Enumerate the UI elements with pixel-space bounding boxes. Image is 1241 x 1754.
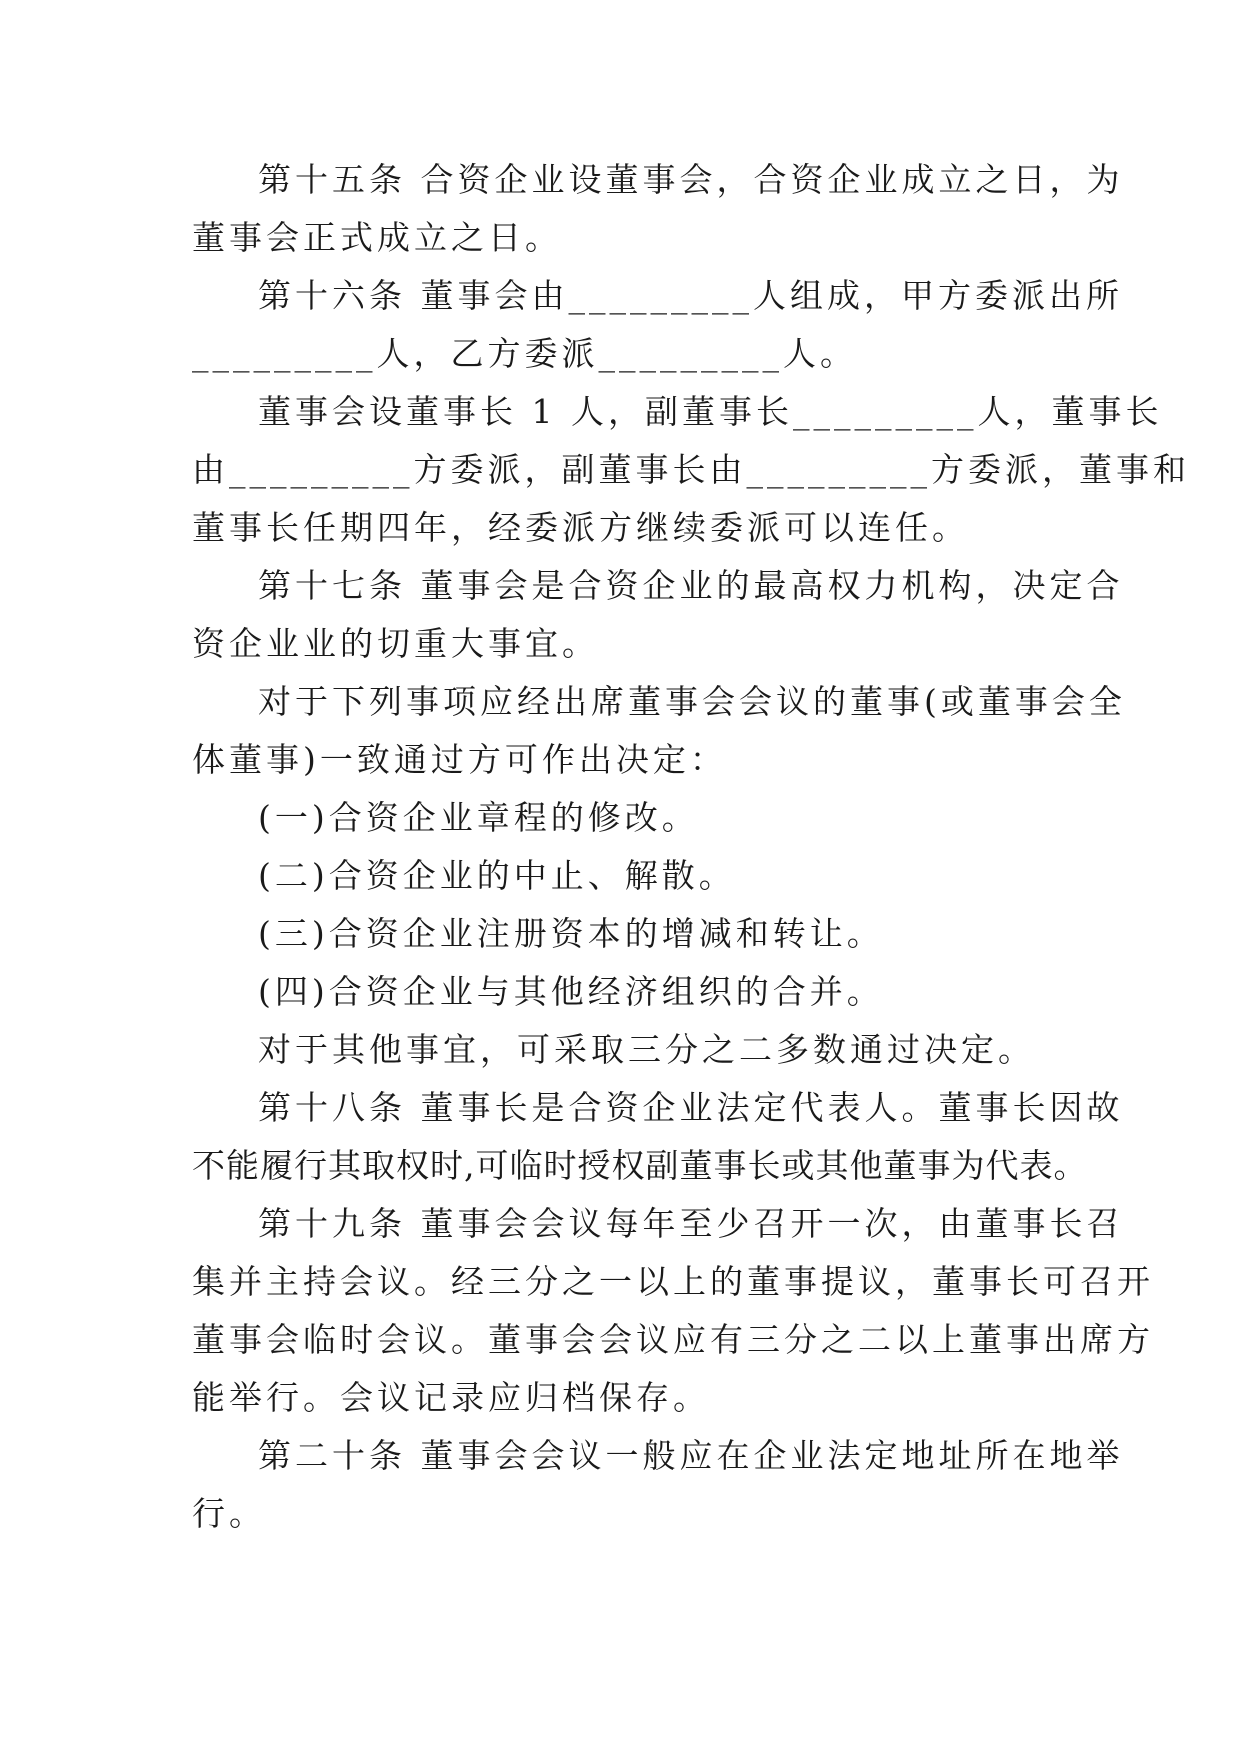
article-17-line-2: 资企业业的切重大事宜。 [192,624,599,663]
article-16-line-2: _________人，乙方委派_________人。 [192,334,857,373]
article-19-line-3: 董事会临时会议。董事会会议应有三分之二以上董事出席方 [192,1320,1154,1359]
chairman-line-1: 董事会设董事长 1 人，副董事长_________人，董事长 [258,392,1163,431]
list-item-1: (一)合资企业章程的修改。 [258,798,699,837]
article-15-line-2: 董事会正式成立之日。 [192,218,562,257]
article-17-line-1: 第十七条 董事会是合资企业的最高权力机构，决定合 [258,566,1124,605]
article-20-line-2: 行。 [192,1494,266,1533]
unanimous-line-2: 体董事)一致通过方可作出决定： [192,740,727,779]
chairman-line-2: 由_________方委派，副董事长由_________方委派，董事和 [192,450,1190,489]
article-19-line-4: 能举行。会议记录应归档保存。 [192,1378,710,1417]
list-item-4: (四)合资企业与其他经济组织的合并。 [258,972,884,1011]
article-19-line-2: 集并主持会议。经三分之一以上的董事提议，董事长可召开 [192,1262,1154,1301]
article-18-line-1: 第十八条 董事长是合资企业法定代表人。董事长因故 [258,1088,1124,1127]
other-matters-line: 对于其他事宜，可采取三分之二多数通过决定。 [258,1030,1035,1069]
article-19-line-1: 第十九条 董事会会议每年至少召开一次，由董事长召 [258,1204,1124,1243]
list-item-2: (二)合资企业的中止、解散。 [258,856,736,895]
article-16-line-1: 第十六条 董事会由_________人组成，甲方委派出所 [258,276,1123,315]
list-item-3: (三)合资企业注册资本的增减和转让。 [258,914,884,953]
article-18-line-2: 不能履行其取权时,可临时授权副董事长或其他董事为代表。 [192,1146,1088,1185]
unanimous-line-1: 对于下列事项应经出席董事会会议的董事(或董事会全 [258,682,1126,721]
article-20-line-1: 第二十条 董事会会议一般应在企业法定地址所在地举 [258,1436,1124,1475]
article-15-line-1: 第十五条 合资企业设董事会，合资企业成立之日，为 [258,160,1124,199]
chairman-line-3: 董事长任期四年，经委派方继续委派可以连任。 [192,508,969,547]
